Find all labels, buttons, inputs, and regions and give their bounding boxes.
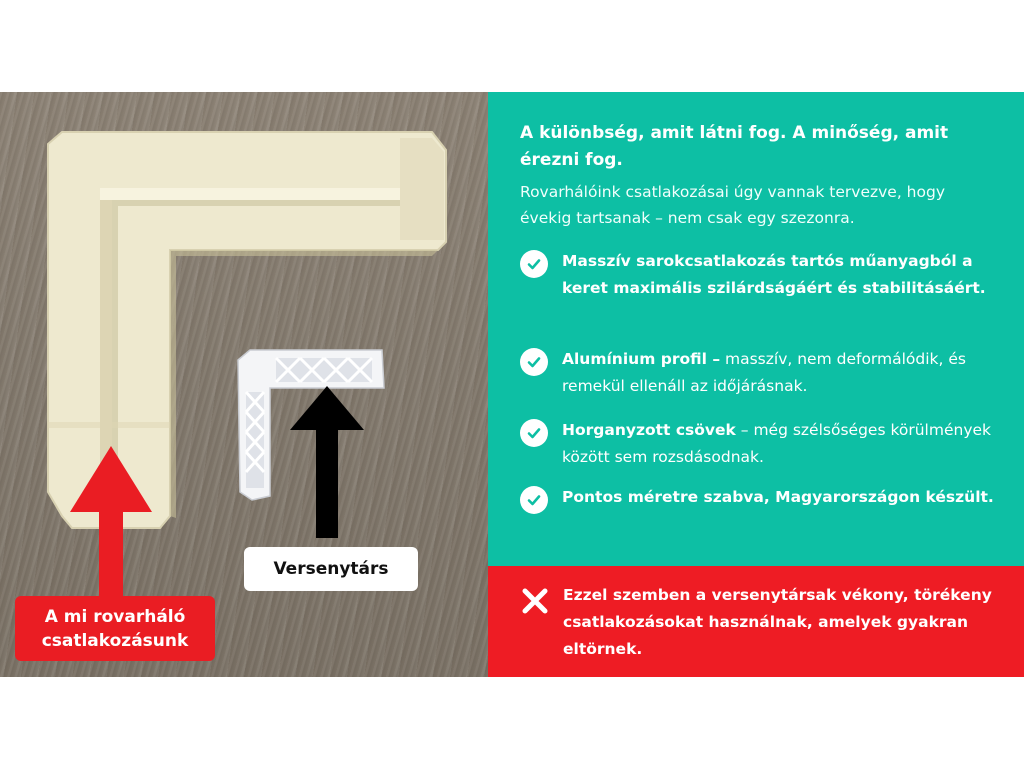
competitor-drawback-panel [488, 566, 1024, 677]
feature-item [520, 248, 1000, 302]
check-icon [520, 348, 548, 376]
check-icon [520, 250, 548, 278]
comparison-banner [0, 92, 1024, 677]
feature-item [520, 484, 1000, 514]
feature-text [562, 417, 1000, 471]
feature-rest: – még szélsőséges körülmények között sem rozsdásodnak. [562, 421, 992, 466]
our-connector-label-line2: csatlakozásunk [41, 630, 189, 651]
headline: A különbség, amit látni fog. A minőség, amit érezni fog. [520, 123, 949, 170]
black-arrow-icon [290, 386, 364, 538]
product-photo [0, 92, 488, 677]
feature-item [520, 346, 1000, 400]
feature-rest: masszív, nem deformálódik, és remekül ellenáll az időjárásnak. [562, 350, 966, 395]
feature-item [520, 417, 1000, 471]
feature-bold: Alumínium profil – [562, 350, 721, 368]
our-connector-label [15, 596, 215, 661]
feature-bold: Pontos méretre szabva, Magyarországon készült. [562, 488, 994, 506]
feature-text [562, 484, 994, 514]
intro-text: Rovarhálóink csatlakozásai úgy vannak tervezve, hogy évekig tartsanak – nem csak egy szezonra. [520, 183, 945, 227]
competitor-label: Versenytárs [244, 547, 418, 591]
feature-text [562, 346, 1000, 400]
our-connector-label-line1: A mi rovarháló [44, 606, 186, 627]
feature-bold: Masszív sarokcsatlakozás tartós műanyagból a keret maximális szilárdságáért és stabilitásáért. [562, 252, 986, 297]
check-icon [520, 486, 548, 514]
feature-text [562, 248, 1000, 302]
drawback-text: Ezzel szemben a versenytársak vékony, törékeny csatlakozásokat használnak, amelyek gyakran eltörnek. [563, 586, 992, 658]
check-icon [520, 419, 548, 447]
x-icon [522, 588, 548, 614]
benefits-panel [488, 92, 1024, 566]
feature-bold: Horganyzott csövek [562, 421, 736, 439]
